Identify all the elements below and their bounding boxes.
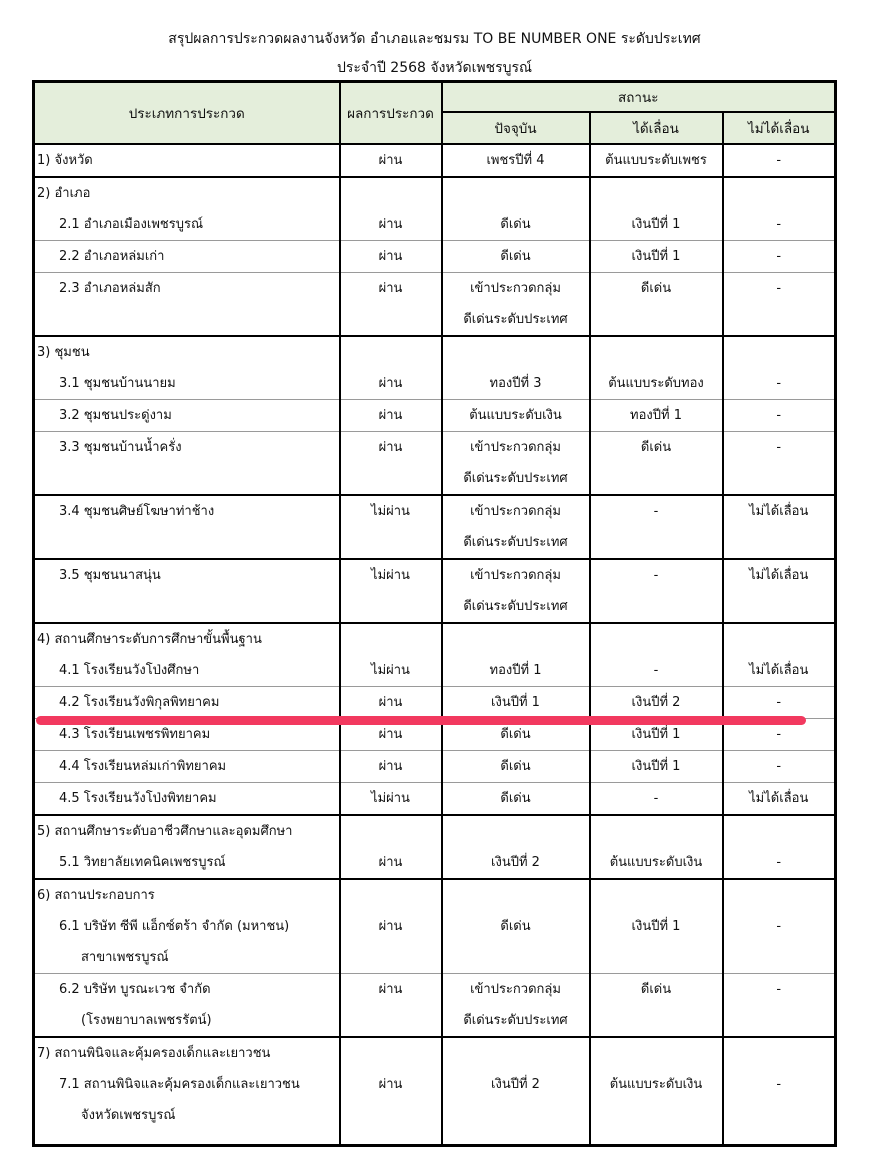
group-header-row	[34, 336, 836, 368]
row-current: เงินปีที่ 2	[491, 855, 540, 870]
row-name: 4.3 โรงเรียนเพชรพิทยาคม	[59, 727, 211, 742]
table-row	[34, 432, 836, 496]
row-name: 3.3 ชุมชนบ้านน้ำครั่ง	[59, 440, 182, 455]
row-promoted: เงินปีที่ 1	[631, 249, 681, 264]
row-result: ผ่าน	[378, 440, 403, 455]
table-row	[34, 241, 836, 273]
row-current: เงินปีที่ 1	[491, 695, 540, 710]
row-result: ผ่าน	[378, 153, 403, 168]
row-result: ผ่าน	[378, 376, 403, 391]
row-name: 7.1 สถานพินิจและคุ้มครองเด็กและเยาวชน	[59, 1077, 300, 1092]
row-name: 6.1 บริษัท ซีพี แอ็กซ์ตร้า จำกัด (มหาชน)	[59, 919, 290, 934]
row-promoted: เงินปีที่ 1	[631, 217, 681, 232]
row-name-line2: จังหวัดเพชรบูรณ์	[81, 1108, 176, 1123]
header-not-promoted: ไม่ได้เลื่อน	[723, 112, 836, 144]
row-result: ไม่ผ่าน	[371, 568, 410, 583]
table-row	[34, 400, 836, 432]
row-result: ไม่ผ่าน	[371, 791, 410, 806]
row-current: ดีเด่น	[500, 759, 531, 774]
row-promoted: -	[653, 791, 659, 806]
row-name: 3.4 ชุมชนศิษย์โฆษาท่าช้าง	[59, 504, 215, 519]
row-promoted: ต้นแบบระดับเพชร	[605, 153, 707, 168]
group-header-row	[34, 623, 836, 655]
row-not-promoted: -	[776, 408, 782, 423]
header-status: สถานะ	[442, 82, 836, 113]
row-promoted: ต้นแบบระดับทอง	[608, 376, 704, 391]
document-title: สรุปผลการประกวดผลงานจังหวัด อำเภอและชมรม TO BE NUMBER ONE ระดับประเทศ	[168, 31, 701, 47]
row-current: เงินปีที่ 2	[491, 1077, 540, 1092]
group-title: 5) สถานศึกษาระดับอาชีวศึกษาและอุดมศึกษา	[37, 824, 293, 839]
row-current: ดีเด่น	[500, 217, 531, 232]
row-current: ทองปีที่ 1	[489, 663, 542, 678]
row-result: ผ่าน	[378, 727, 403, 742]
row-not-promoted: ไม่ได้เลื่อน	[749, 504, 809, 519]
row-result: ไม่ผ่าน	[371, 504, 410, 519]
row-result: ผ่าน	[378, 695, 403, 710]
table-row	[34, 495, 836, 559]
row-not-promoted: ไม่ได้เลื่อน	[749, 791, 809, 806]
row-not-promoted: -	[776, 727, 782, 742]
row-name: 4.2 โรงเรียนวังพิกุลพิทยาคม	[59, 695, 220, 710]
header-promoted: ได้เลื่อน	[590, 112, 723, 144]
row-not-promoted: -	[776, 919, 782, 934]
row-promoted: -	[653, 663, 659, 678]
row-current: เข้าประกวดกลุ่ม	[470, 982, 561, 997]
row-result: ผ่าน	[378, 249, 403, 264]
row-promoted: เงินปีที่ 1	[631, 759, 681, 774]
highlight-underline-mark	[36, 716, 806, 725]
row-promoted: ต้นแบบระดับเงิน	[609, 855, 703, 870]
row-promoted: -	[653, 568, 659, 583]
row-current: ทองปีที่ 3	[489, 376, 542, 391]
row-result: ไม่ผ่าน	[371, 663, 410, 678]
row-result: ผ่าน	[378, 217, 403, 232]
row-promoted: -	[653, 504, 659, 519]
table-row	[34, 783, 836, 816]
row-name: 4.4 โรงเรียนหล่มเก่าพิทยาคม	[59, 759, 227, 774]
row-not-promoted: -	[776, 440, 782, 455]
row-current: ดีเด่น	[500, 249, 531, 264]
table-row	[34, 655, 836, 687]
row-current-line2: ดีเด่นระดับประเทศ	[463, 1013, 568, 1028]
row-promoted: ต้นแบบระดับเงิน	[609, 1077, 703, 1092]
group-title: 2) อำเภอ	[37, 186, 91, 201]
row-name: 5.1 วิทยาลัยเทคนิคเพชรบูรณ์	[59, 855, 226, 870]
table-row	[34, 209, 836, 241]
row-not-promoted: -	[776, 759, 782, 774]
row-promoted: ดีเด่น	[640, 440, 672, 455]
row-name: 2.2 อำเภอหล่มเก่า	[59, 249, 165, 264]
row-result: ผ่าน	[378, 408, 403, 423]
row-not-promoted: -	[776, 249, 782, 264]
row-result: ผ่าน	[378, 982, 403, 997]
row-current: เข้าประกวดกลุ่ม	[470, 281, 561, 296]
table-row	[34, 687, 836, 719]
row-result: ผ่าน	[378, 1077, 403, 1092]
table-row	[34, 368, 836, 400]
row-not-promoted: -	[776, 376, 782, 391]
header-current: ปัจจุบัน	[442, 112, 590, 144]
group-title: 6) สถานประกอบการ	[37, 888, 155, 903]
header-result: ผลการประกวด	[340, 82, 442, 145]
header-category: ประเภทการประกวด	[34, 82, 340, 145]
row-current-line2: ดีเด่นระดับประเทศ	[463, 535, 568, 550]
row-not-promoted: -	[776, 281, 782, 296]
row-name: 3.1 ชุมชนบ้านนายม	[59, 376, 176, 391]
row-name: 3.2 ชุมชนประดู่งาม	[59, 408, 172, 423]
table-row	[34, 847, 836, 879]
row-current: เพชรปีที่ 4	[486, 153, 545, 168]
row-result: ผ่าน	[378, 919, 403, 934]
row-name-line2: สาขาเพชรบูรณ์	[81, 950, 169, 965]
group-header-row	[34, 177, 836, 209]
row-current: ดีเด่น	[500, 919, 531, 934]
table-row	[34, 144, 836, 177]
row-name: 2.3 อำเภอหล่มสัก	[59, 281, 161, 296]
row-not-promoted: -	[776, 153, 782, 168]
row-not-promoted: ไม่ได้เลื่อน	[749, 568, 809, 583]
row-not-promoted: -	[776, 217, 782, 232]
row-result: ผ่าน	[378, 281, 403, 296]
row-result: ผ่าน	[378, 855, 403, 870]
group-header-row	[34, 815, 836, 847]
group-title: 3) ชุมชน	[37, 345, 90, 360]
row-name-line2: (โรงพยาบาลเพชรรัตน์)	[81, 1013, 212, 1028]
row-promoted: เงินปีที่ 1	[631, 919, 681, 934]
row-current: ดีเด่น	[500, 727, 531, 742]
row-name: 1) จังหวัด	[37, 153, 93, 168]
group-title: 4) สถานศึกษาระดับการศึกษาขั้นพื้นฐาน	[37, 632, 262, 647]
row-not-promoted: -	[776, 855, 782, 870]
row-current: เข้าประกวดกลุ่ม	[470, 504, 561, 519]
row-current: เข้าประกวดกลุ่ม	[470, 568, 561, 583]
table-row	[34, 911, 836, 974]
row-result: ผ่าน	[378, 759, 403, 774]
row-current-line2: ดีเด่นระดับประเทศ	[463, 471, 568, 486]
row-not-promoted: -	[776, 695, 782, 710]
row-current: ดีเด่น	[500, 791, 531, 806]
row-promoted: ดีเด่น	[640, 281, 672, 296]
row-current: ต้นแบบระดับเงิน	[469, 408, 562, 423]
group-header-row	[34, 1037, 836, 1069]
row-name: 2.1 อำเภอเมืองเพชรบูรณ์	[59, 217, 204, 232]
row-current: เข้าประกวดกลุ่ม	[470, 440, 561, 455]
group-title: 7) สถานพินิจและคุ้มครองเด็กและเยาวชน	[37, 1046, 271, 1061]
row-current-line2: ดีเด่นระดับประเทศ	[463, 599, 568, 614]
results-table	[32, 80, 837, 1147]
table-row	[34, 751, 836, 783]
group-header-row	[34, 879, 836, 911]
row-not-promoted: -	[776, 1077, 782, 1092]
row-name: 6.2 บริษัท บูรณะเวช จำกัด	[59, 982, 211, 997]
table-row	[34, 974, 836, 1038]
table-row	[34, 559, 836, 623]
table-row	[34, 273, 836, 337]
row-name: 4.1 โรงเรียนวังโป่งศึกษา	[59, 663, 200, 678]
table-row	[34, 1069, 836, 1146]
document-subtitle: ประจำปี 2568 จังหวัดเพชรบูรณ์	[336, 60, 533, 76]
row-name: 3.5 ชุมชนนาสนุ่น	[59, 568, 161, 583]
row-not-promoted: ไม่ได้เลื่อน	[749, 663, 809, 678]
row-promoted: ทองปีที่ 1	[630, 408, 682, 423]
row-name: 4.5 โรงเรียนวังโป่งพิทยาคม	[59, 791, 217, 806]
row-not-promoted: -	[776, 982, 782, 997]
row-promoted: ดีเด่น	[640, 982, 672, 997]
row-promoted: เงินปีที่ 2	[631, 695, 681, 710]
row-promoted: เงินปีที่ 1	[631, 727, 681, 742]
row-current-line2: ดีเด่นระดับประเทศ	[463, 312, 568, 327]
